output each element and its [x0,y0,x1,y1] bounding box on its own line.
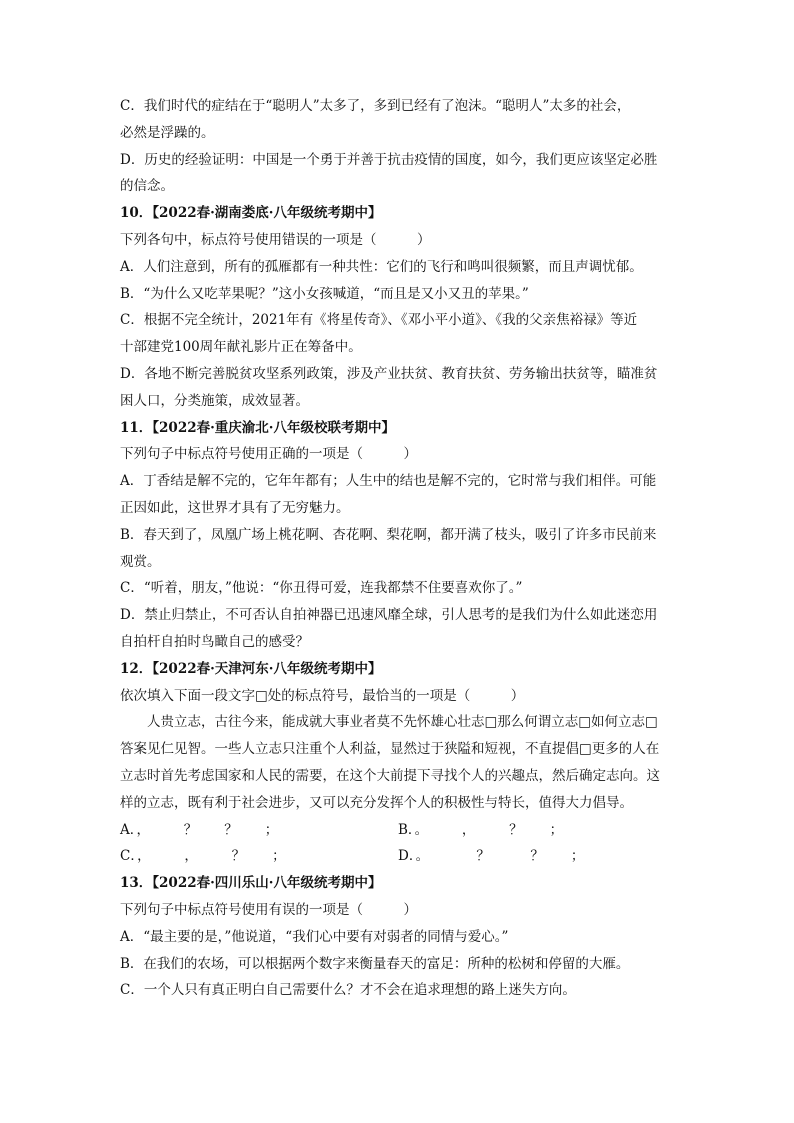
question-stem: 依次填入下面一段文字□处的标点符号，最恰当的一项是（ ） [120,687,525,704]
option-line: A．人们注意到，所有的孤雁都有一种共性：它们的飞行和鸣叫很频繁，而且声调忧郁。 [120,258,643,275]
option-line: 困人口，分类施策，成效显著。 [120,392,309,409]
question-title: 10．【2022春·湖南娄底·八年级统考期中】 [120,205,382,222]
option-row [120,817,680,844]
option-line: A．丁香结是解不完的，它年年都有；人生中的结也是解不完的，它时常与我们相伴。可能 [120,473,657,490]
option-line: 自拍杆自拍时鸟瞰自己的感受？ [120,633,309,650]
option-line: C．“听着，朋友，”他说：“你丑得可爱，连我都禁不住要喜欢你了。” [120,580,523,597]
question-title: 12．【2022春·天津河东·八年级统考期中】 [120,660,382,677]
document-page [120,93,680,1004]
option-line: B．“为什么又吃苹果呢？”这小女孩喊道，“而且是又小又丑的苹果。” [120,285,529,302]
option-line: 观赏。 [120,553,161,570]
option-line: B．春天到了，凤凰广场上桃花啊、杏花啊、梨花啊，都开满了枝头，吸引了许多市民前来 [120,526,657,543]
text-line: D．历史的经验证明：中国是一个勇于并善于抗击疫情的国度，如今，我们更应该坚定必胜 [120,151,658,168]
text-line: 必然是浮躁的。 [120,124,215,141]
option-c: C．， ， ？ ； [120,848,286,865]
text-line: C．我们时代的症结在于“聪明人”太多了，多到已经有了泡沫。“聪明人”太多的社会， [120,98,631,114]
question-10 [120,200,680,414]
option-b: B．。 ， ？ ； [398,821,564,838]
option-line: A．“最主要的是，”他说道，“我们心中要有对弱者的同情与爱心。” [120,928,509,945]
passage-line: 立志时首先考虑国家和人民的需要，在这个大前提下寻找个人的兴趣点，然后确定志向。这 [120,767,660,784]
option-line: C．根据不完全统计，2021年有《将星传奇》、《邓小平小道》、《我的父亲焦裕禄》等近 [120,312,638,329]
option-a: A．， ？ ？ ； [120,821,279,838]
option-line: D．各地不断完善脱贫攻坚系列政策，涉及产业扶贫、教育扶贫、劳务输出扶贫等，瞄准贫 [120,365,658,382]
question-11 [120,415,680,656]
option-row [120,843,680,870]
passage-line: 样的立志，既有利于社会进步，又可以充分发挥个人的积极性与特长，值得大力倡导。 [120,794,633,811]
question-stem: 下列各句中，标点符号使用错误的一项是（ ） [120,231,431,248]
question-13 [120,870,680,1004]
question-9-continued [120,93,680,200]
question-12 [120,656,680,870]
question-title: 13．【2022春·四川乐山·八年级统考期中】 [120,875,382,892]
option-line: 十部建党100周年献礼影片正在筹备中。 [120,339,362,356]
option-line: D．禁止归禁止，不可否认自拍神器已迅速风靡全球，引人思考的是我们为什么如此迷恋用 [120,607,658,624]
question-title: 11．【2022春·重庆渝北·八年级校联考期中】 [120,419,396,436]
option-line: 正因如此，这世界才具有了无穷魅力。 [120,499,350,516]
text-line: 的信念。 [120,178,174,195]
question-stem: 下列句子中标点符号使用正确的一项是（ ） [120,446,417,463]
option-d: D．。 ？ ？ ； [398,848,585,865]
question-stem: 下列句子中标点符号使用有误的一项是（ ） [120,901,417,918]
passage-line: 人贵立志，古往今来，能成就大事业者莫不先怀雄心壮志□那么何谓立志□如何立志□ [147,714,658,731]
passage-line: 答案见仁见智。一些人立志只注重个人利益，显然过于狭隘和短视，不直提倡□更多的人在 [120,741,660,758]
option-line: C．一个人只有真正明白自己需要什么？才不会在追求理想的路上迷失方向。 [120,982,576,999]
option-line: B．在我们的农场，可以根据两个数字来衡量春天的富足：所种的松树和停留的大雁。 [120,955,630,972]
